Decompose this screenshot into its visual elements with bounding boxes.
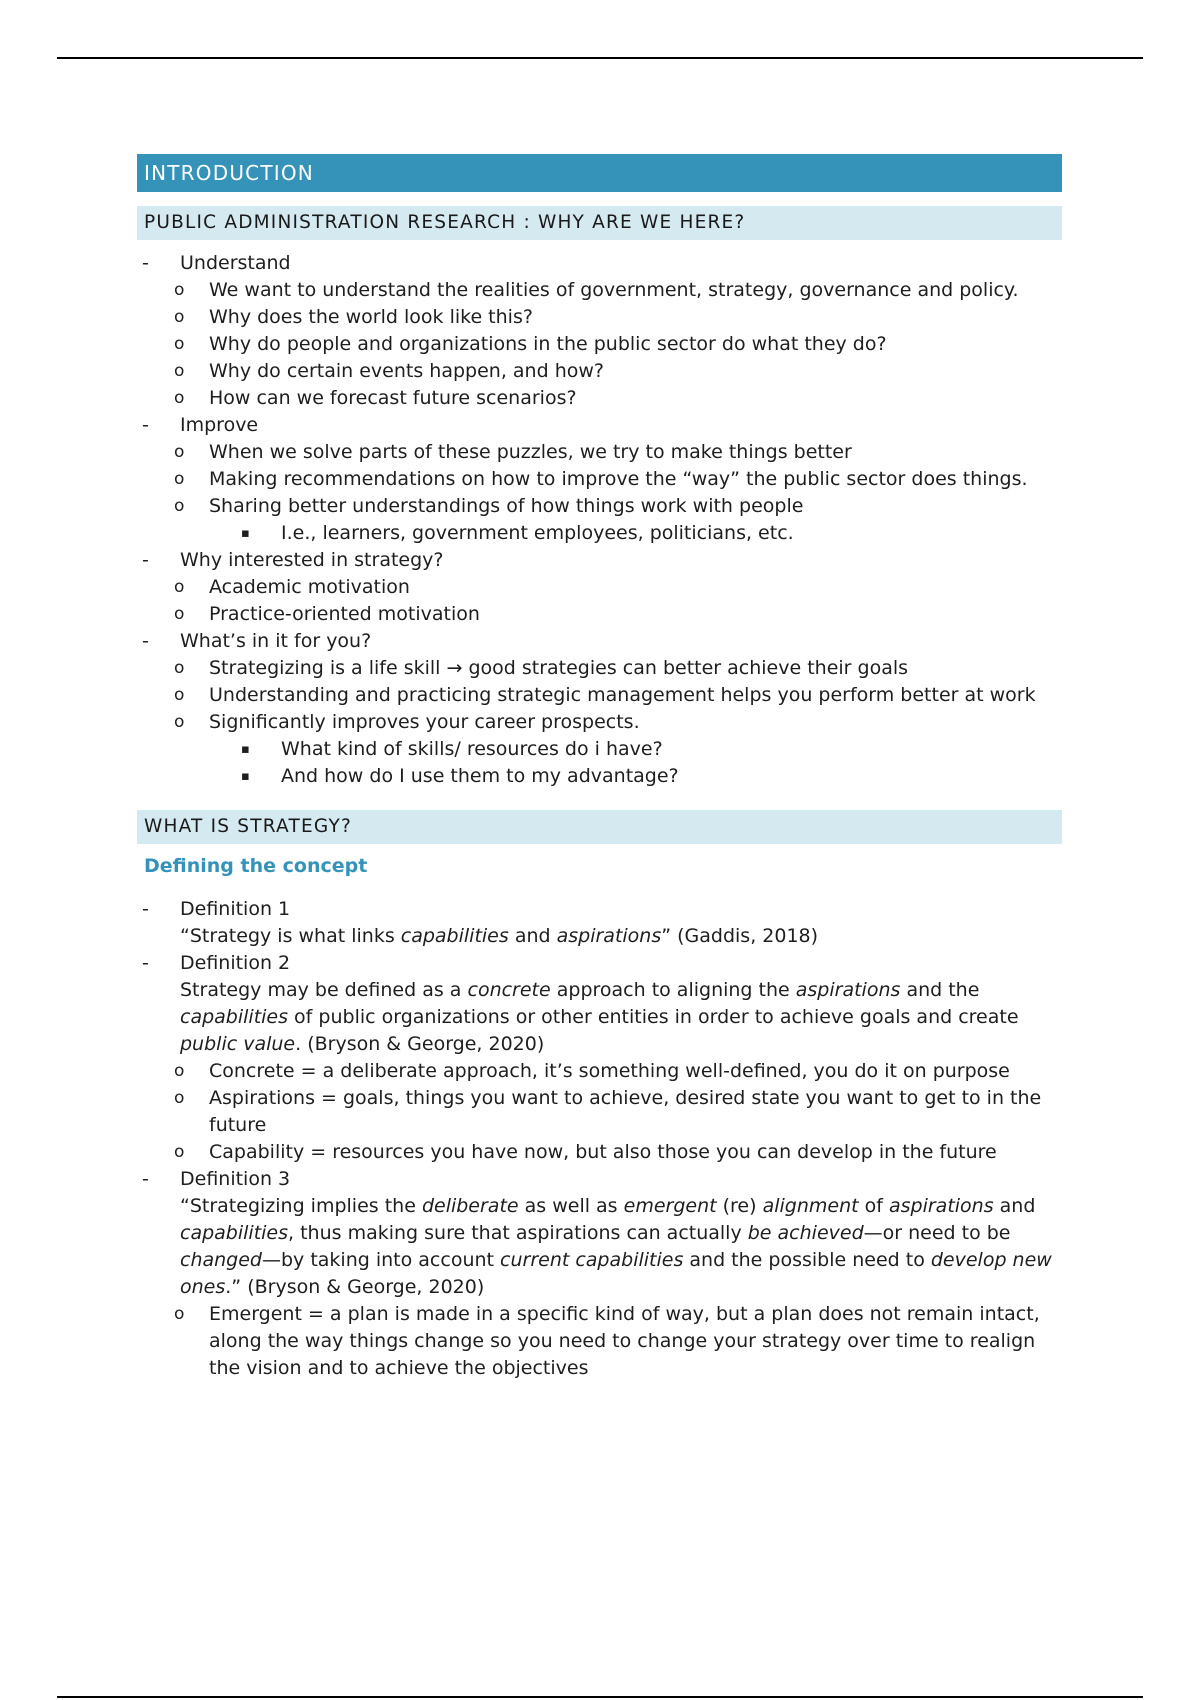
list-item-improve: [137, 412, 1062, 547]
pa-list: [137, 250, 1062, 790]
list-item-label: Understand: [180, 252, 291, 274]
definition-label: Definition 2: [180, 952, 291, 974]
heading-introduction: INTRODUCTION: [137, 154, 1062, 192]
circle-marker: o: [174, 307, 185, 327]
list-item: ▪ And how do I use them to my advantage?: [137, 763, 1062, 790]
list-item-definition-2: [137, 950, 1062, 1166]
circle-marker: o: [174, 388, 185, 408]
document-body: [137, 154, 1062, 1382]
square-marker: ▪: [241, 742, 250, 757]
list-item: o Why does the world look like this?: [137, 304, 1062, 331]
definition-quote: “Strategy is what links capabilities and aspirations” (Gaddis, 2018): [180, 925, 819, 947]
list-item-label: What’s in it for you?: [180, 630, 372, 652]
list-item: o Capability = resources you have now, but also those you can develop in the future: [137, 1139, 1062, 1166]
dash-marker: -: [142, 630, 149, 652]
circle-marker: o: [174, 280, 185, 300]
list-item: o Why do people and organizations in the public sector do what they do?: [137, 331, 1062, 358]
heading-what-is-strategy: WHAT IS STRATEGY?: [137, 810, 1062, 844]
dash-marker: -: [142, 898, 149, 920]
list-item: o Significantly improves your career prospects. ▪ What kind of skills/ resources do i have? ▪ And how do I use them to my advantage?: [137, 709, 1062, 790]
definition-label: Definition 3: [180, 1168, 291, 1190]
circle-marker: o: [174, 469, 185, 489]
list-item: ▪ What kind of skills/ resources do i have?: [137, 736, 1062, 763]
list-item-why-strategy: [137, 547, 1062, 628]
list-item-definition-3: [137, 1166, 1062, 1382]
list-item: o Why do certain events happen, and how?: [137, 358, 1062, 385]
circle-marker: o: [174, 712, 185, 732]
circle-marker: o: [174, 1088, 185, 1108]
list-item: o Academic motivation: [137, 574, 1062, 601]
circle-marker: o: [174, 685, 185, 705]
list-item-whats-in-it: [137, 628, 1062, 790]
circle-marker: o: [174, 604, 185, 624]
footer-rule: [57, 1696, 1143, 1698]
circle-marker: o: [174, 442, 185, 462]
circle-marker: o: [174, 361, 185, 381]
circle-marker: o: [174, 1142, 185, 1162]
list-item: ▪ I.e., learners, government employees, politicians, etc.: [137, 520, 1062, 547]
square-marker: ▪: [241, 526, 250, 541]
circle-marker: o: [174, 334, 185, 354]
list-item: o Aspirations = goals, things you want to achieve, desired state you want to get to in the future: [174, 1087, 1042, 1136]
list-item: o How can we forecast future scenarios?: [137, 385, 1062, 412]
square-marker: ▪: [241, 769, 250, 784]
list-item: o Strategizing is a life skill → good strategies can better achieve their goals: [137, 655, 1062, 682]
dash-marker: -: [142, 414, 149, 436]
list-item-understand: [137, 250, 1062, 412]
list-item: o Understanding and practicing strategic management helps you perform better at work: [137, 682, 1062, 709]
list-item: o When we solve parts of these puzzles, we try to make things better: [137, 439, 1062, 466]
list-item: o Practice-oriented motivation: [137, 601, 1062, 628]
circle-marker: o: [174, 496, 185, 516]
definition-text: Strategy may be defined as a concrete approach to aligning the aspirations and the capabilities of public organizations or other entities in order to achieve goals and create public value. (Bryson & George, 2020): [180, 979, 1019, 1055]
list-item: o Sharing better understandings of how things work with people ▪ I.e., learners, government employees, politicians, etc.: [137, 493, 1062, 547]
circle-marker: o: [174, 658, 185, 678]
definition-label: Definition 1: [180, 898, 291, 920]
circle-marker: o: [174, 577, 185, 597]
dash-marker: -: [142, 1168, 149, 1190]
list-item: o Concrete = a deliberate approach, it’s something well-defined, you do it on purpose: [137, 1058, 1062, 1085]
circle-marker: o: [174, 1304, 185, 1324]
heading-public-administration-research: PUBLIC ADMINISTRATION RESEARCH : WHY ARE WE HERE?: [137, 206, 1062, 240]
heading-defining-the-concept: Defining the concept: [144, 855, 368, 877]
definitions-list: [137, 896, 1062, 1382]
list-item: o Making recommendations on how to improve the “way” the public sector does things.: [137, 466, 1062, 493]
circle-marker: o: [174, 1061, 185, 1081]
header-rule: [57, 57, 1143, 59]
list-item: o Emergent = a plan is made in a specific kind of way, but a plan does not remain intact, along the way things change so you need to change your strategy over time to realign the vision and to achieve the objectives: [174, 1303, 1040, 1379]
definition-quote: “Strategizing implies the deliberate as well as emergent (re) alignment of aspirations and capabilities, thus making sure that aspirations can actually be achieved—or need to be changed—by taking into account current capabilities and the possible need to develop new ones.” (Bryson & George, 2020): [180, 1195, 1052, 1298]
list-item-label: Why interested in strategy?: [180, 549, 444, 571]
list-item-definition-1: [137, 896, 1062, 950]
dash-marker: -: [142, 952, 149, 974]
dash-marker: -: [142, 252, 149, 274]
list-item-label: Improve: [180, 414, 259, 436]
dash-marker: -: [142, 549, 149, 571]
list-item: o We want to understand the realities of government, strategy, governance and policy.: [137, 277, 1062, 304]
